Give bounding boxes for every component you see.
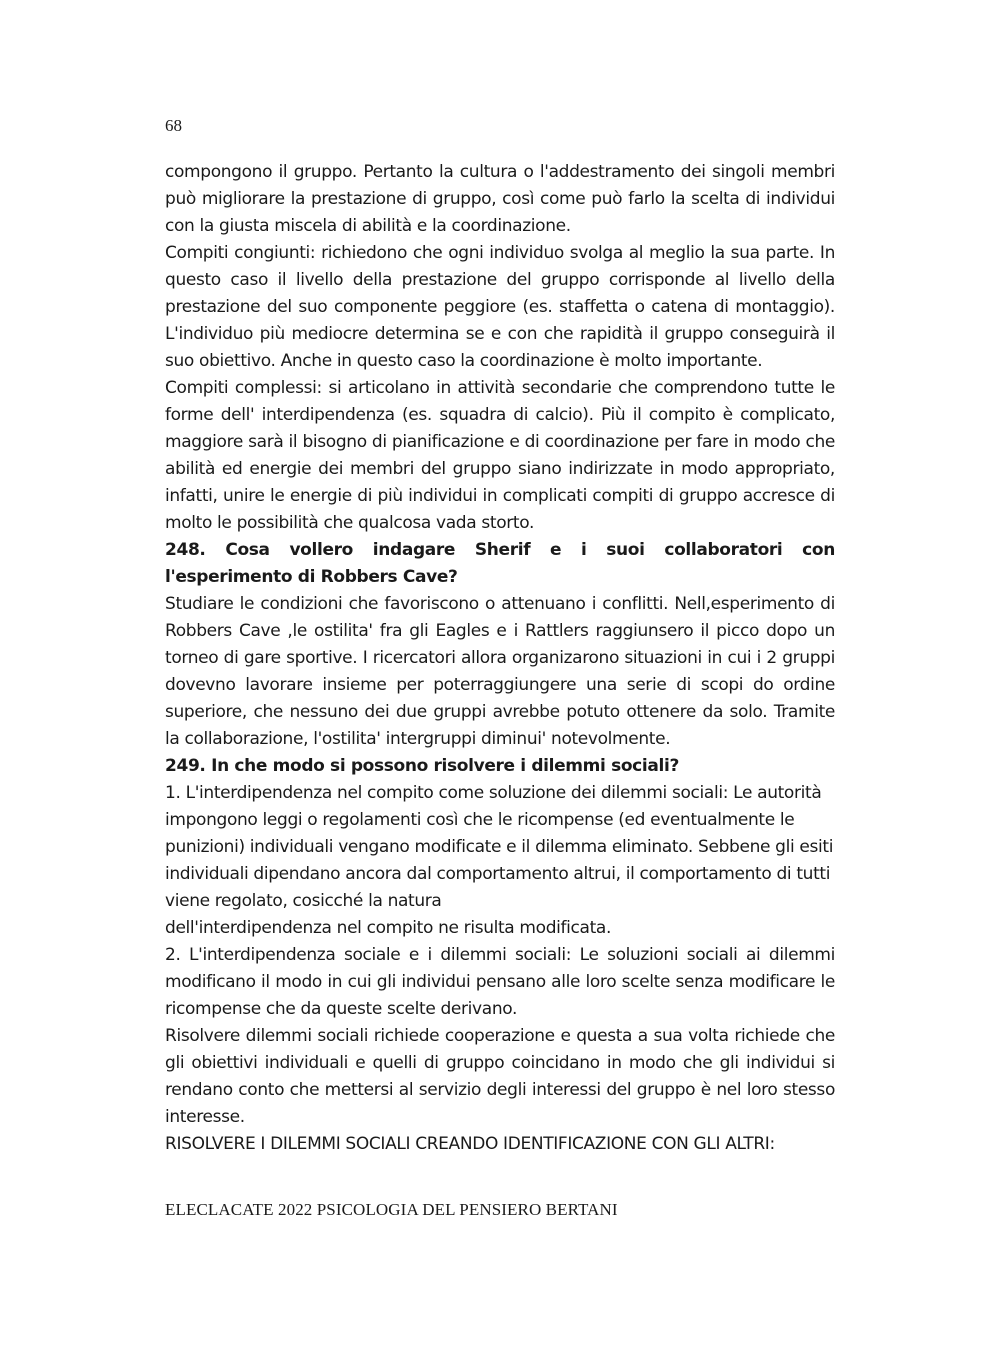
answer-249-point-2: 2. L'interdipendenza sociale e i dilemmi sociali: Le soluzioni sociali ai dilemmi modificano il modo in cui gli individui pensano alle loro scelte senza modificare le ricompense che da queste scelte derivano. <box>165 945 835 1019</box>
answer-249-point-1: 1. L'interdipendenza nel compito come soluzione dei dilemmi sociali: Le autorità impongono leggi o regolamenti così che le ricompense (ed eventualmente le punizioni) individuali vengano modificate e il dilemma eliminato. Sebbene gli esiti individuali dipendano ancora dal comportamento altrui, il comportamento di tutti viene regolato, cosicché la natura <box>165 783 834 911</box>
section-caps-heading: RISOLVERE I DILEMMI SOCIALI CREANDO IDENTIFICAZIONE CON GLI ALTRI: <box>165 1134 775 1154</box>
paragraph-risolvere-dilemmi: Risolvere dilemmi sociali richiede cooperazione e questa a sua volta richiede che gli obiettivi individuali e quelli di gruppo coincidano in modo che gli individui si rendano conto che mettersi al servizio degli interessi del gruppo è nel loro stesso interesse. <box>165 1026 835 1127</box>
page-footer: ELECLACATE 2022 PSICOLOGIA DEL PENSIERO BERTANI <box>165 1200 618 1219</box>
paragraph-compiti-congiunti: Compiti congiunti: richiedono che ogni individuo svolga al meglio la sua parte. In questo caso il livello della prestazione del gruppo corrisponde al livello della prestazione del suo componente peggiore (es. staffetta o catena di montaggio). L'individuo più mediocre determina se e con che rapidità il gruppo conseguirà il suo obiettivo. Anche in questo caso la coordinazione è molto importante. <box>165 243 835 371</box>
question-249-heading: 249. In che modo si possono risolvere i dilemmi sociali? <box>165 756 679 776</box>
paragraph-gruppo-intro: compongono il gruppo. Pertanto la cultura o l'addestramento dei singoli membri può migliorare la prestazione di gruppo, così come può farlo la scelta di individui con la giusta miscela di abilità e la coordinazione. <box>165 162 835 236</box>
page-body <box>165 159 835 1158</box>
answer-248: Studiare le condizioni che favoriscono o attenuano i conflitti. Nell,esperimento di Robbers Cave ,le ostilita' fra gli Eagles e i Rattlers raggiunsero il picco dopo un torneo di gare sportive. I ricercatori allora organizarono situazioni in cui i 2 gruppi dovevno lavorare insieme per poterraggiungere una serie di scopi do ordine superiore, che nessuno dei due gruppi avrebbe potuto ottenere da solo. Tramite la collaborazione, l'ostilita' intergruppi diminui' notevolmente. <box>165 594 835 749</box>
page-number: 68 <box>165 116 182 135</box>
paragraph-compiti-complessi: Compiti complessi: si articolano in attività secondarie che comprendono tutte le forme dell' interdipendenza (es. squadra di calcio). Più il compito è complicato, maggiore sarà il bisogno di pianificazione e di coordinazione per fare in modo che abilità ed energie dei membri del gruppo siano indirizzate in modo appropriato, infatti, unire le energie di più individui in complicati compiti di gruppo accresce di molto le possibilità che qualcosa vada storto. <box>165 378 835 533</box>
question-248-heading: 248. Cosa vollero indagare Sherif e i suoi collaboratori con l'esperimento di Robbers Cave? <box>165 540 835 587</box>
answer-249-point-1-continued: dell'interdipendenza nel compito ne risulta modificata. <box>165 918 612 938</box>
